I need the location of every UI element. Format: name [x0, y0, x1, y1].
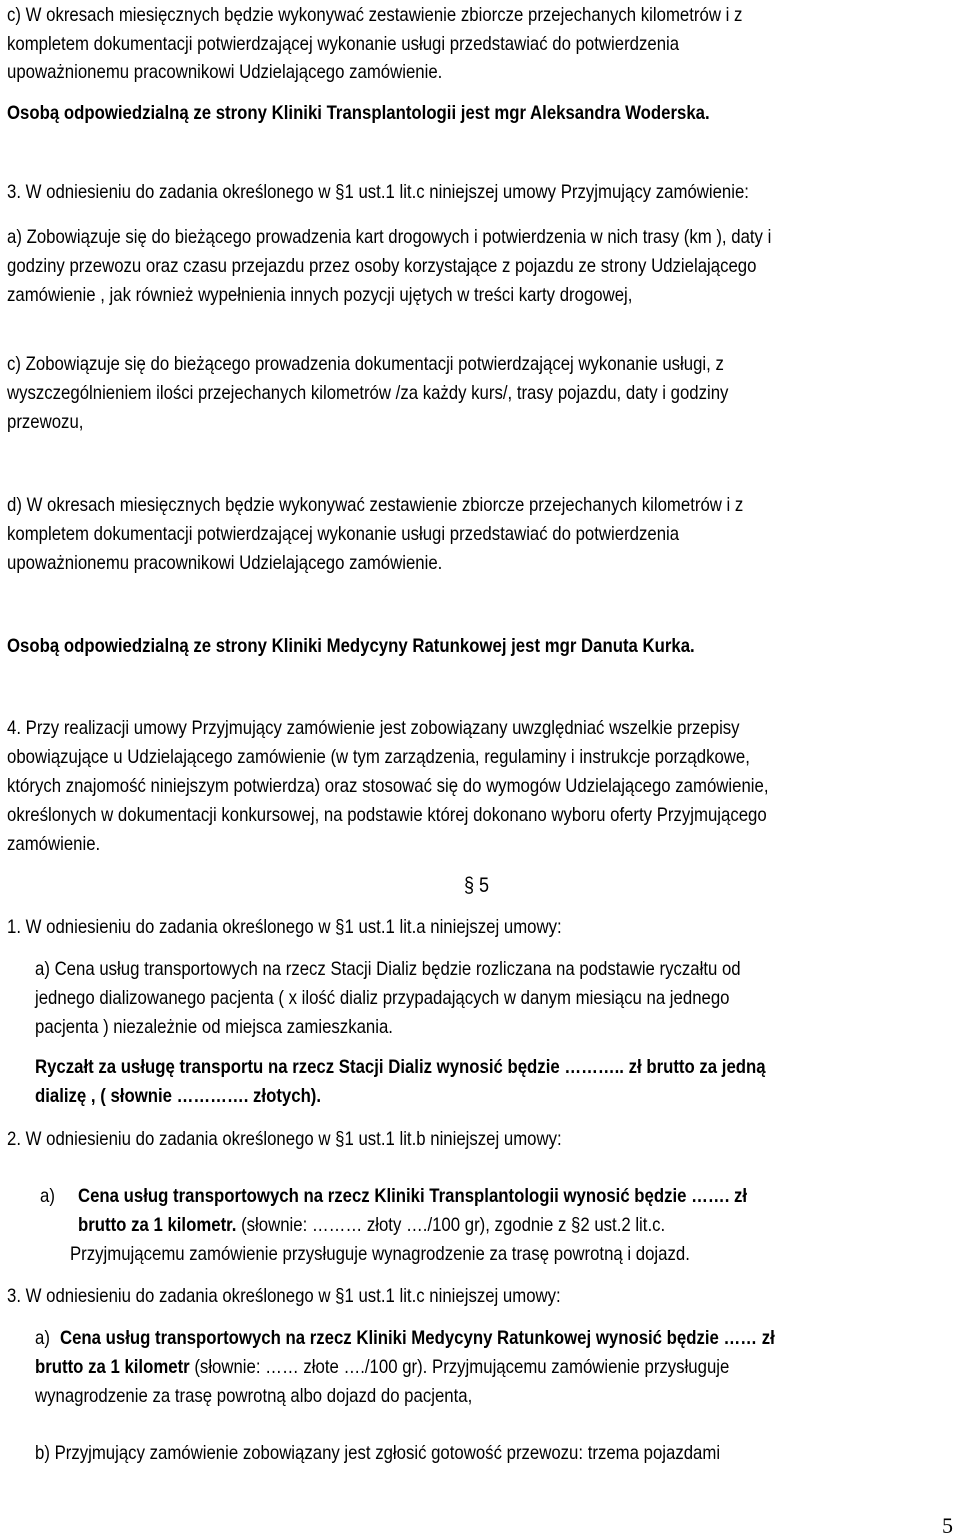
text-line: 4. Przy realizacji umowy Przyjmujący zamówienie jest zobowiązany uwzględniać wszelkie przepisy [7, 717, 740, 739]
text-line: c) Zobowiązuje się do bieżącego prowadzenia dokumentacji potwierdzającej wykonanie usługi, z [7, 353, 724, 375]
price-rest: (słownie: ……… złoty …./100 gr), zgodnie z §2 ust.2 lit.c. [236, 1214, 666, 1236]
price-bold: brutto za 1 kilometr. [78, 1214, 237, 1236]
text-line: przewozu, [7, 411, 84, 433]
price-bold: brutto za 1 kilometr [35, 1356, 190, 1378]
list-label: a) [40, 1185, 55, 1207]
lump-sum-text: dializę , ( słownie …………. złotych). [35, 1085, 322, 1107]
page-number: 5 [942, 1513, 953, 1538]
responsible-person: Osobą odpowiedzialną ze strony Kliniki Transplantologii jest mgr Aleksandra Woderska. [7, 102, 710, 124]
text-line: a) Cena usług transportowych na rzecz Stacji Dializ będzie rozliczana na podstawie ryczałtu od [35, 958, 741, 980]
lump-sum-text: Ryczałt za usługę transportu na rzecz Stacji Dializ wynosić będzie ……….. zł brutto za jedną [35, 1056, 766, 1078]
text-line: kompletem dokumentacji potwierdzającej wykonanie usługi przedstawiać do potwierdzenia [7, 523, 680, 545]
text-line: obowiązujące u Udzielającego zamówienie (w tym zarządzenia, regulaminy i instrukcje porządkowe, [7, 746, 750, 768]
text-line: których znajomość niniejszym potwierdza) oraz stosować się do wymogów Udzielającego zamówienie, [7, 775, 769, 797]
text-line: jednego dializowanego pacjenta ( x ilość dializ przypadających w danym miesiącu na jednego [35, 987, 730, 1009]
section-heading: 3. W odniesieniu do zadania określonego w §1 ust.1 lit.c niniejszej umowy Przyjmujący zamówienie: [7, 181, 749, 203]
text-line: upoważnionemu pracownikowi Udzielającego zamówienie. [7, 552, 443, 574]
list-label: a) [35, 1327, 50, 1349]
price-rest: (słownie: …… złote …./100 gr). Przyjmującemu zamówienie przysługuje [189, 1356, 730, 1378]
text-line: godziny przewozu oraz czasu przejazdu przez osoby korzystające z pojazdu ze strony Udzielającego [7, 255, 757, 277]
text-line: wyszczególnieniem ilości przejechanych kilometrów /za każdy kurs/, trasy pojazdu, daty i godziny [7, 382, 729, 404]
price-text: Cena usług transportowych na rzecz Kliniki Medycyny Ratunkowej wynosić będzie …… zł [60, 1327, 775, 1349]
text-line: b) Przyjmujący zamówienie zobowiązany jest zgłosić gotowość przewozu: trzema pojazdami [35, 1442, 721, 1464]
price-text [35, 1355, 959, 1379]
section-heading: 2. W odniesieniu do zadania określonego w §1 ust.1 lit.b niniejszej umowy: [7, 1128, 562, 1150]
price-text [78, 1213, 665, 1237]
text-line: kompletem dokumentacji potwierdzającej wykonanie usługi przedstawiać do potwierdzenia [7, 33, 680, 55]
text-line: c) W okresach miesięcznych będzie wykonywać zestawienie zbiorcze przejechanych kilometrów i z [7, 4, 743, 26]
text-line: upoważnionemu pracownikowi Udzielającego zamówienie. [7, 61, 443, 83]
text-line: zamówienie , jak również wypełnienia innych pozycji ujętych w treści karty drogowej, [7, 284, 633, 306]
responsible-person: Osobą odpowiedzialną ze strony Kliniki Medycyny Ratunkowej jest mgr Danuta Kurka. [7, 635, 695, 657]
text-line: d) W okresach miesięcznych będzie wykonywać zestawienie zbiorcze przejechanych kilometrów i z [7, 494, 744, 516]
text-line: Przyjmującemu zamówienie przysługuje wynagrodzenie za trasę powrotną i dojazd. [70, 1243, 690, 1265]
text-line: a) Zobowiązuje się do bieżącego prowadzenia kart drogowych i potwierdzenia w nich trasy (km ), daty i [7, 226, 772, 248]
price-text: Cena usług transportowych na rzecz Kliniki Transplantologii wynosić będzie ……. zł [78, 1185, 748, 1207]
paragraph-heading: § 5 [464, 874, 490, 897]
text-line: pacjenta ) niezależnie od miejsca zamieszkania. [35, 1016, 393, 1038]
text-line: wynagrodzenie za trasę powrotną albo dojazd do pacjenta, [35, 1385, 473, 1407]
section-heading: 3. W odniesieniu do zadania określonego w §1 ust.1 lit.c niniejszej umowy: [7, 1285, 561, 1307]
text-line: zamówienie. [7, 833, 101, 855]
section-heading: 1. W odniesieniu do zadania określonego w §1 ust.1 lit.a niniejszej umowy: [7, 916, 562, 938]
text-line: określonych w dokumentacji konkursowej, na podstawie której dokonano wyboru oferty Przyjmującego [7, 804, 767, 826]
